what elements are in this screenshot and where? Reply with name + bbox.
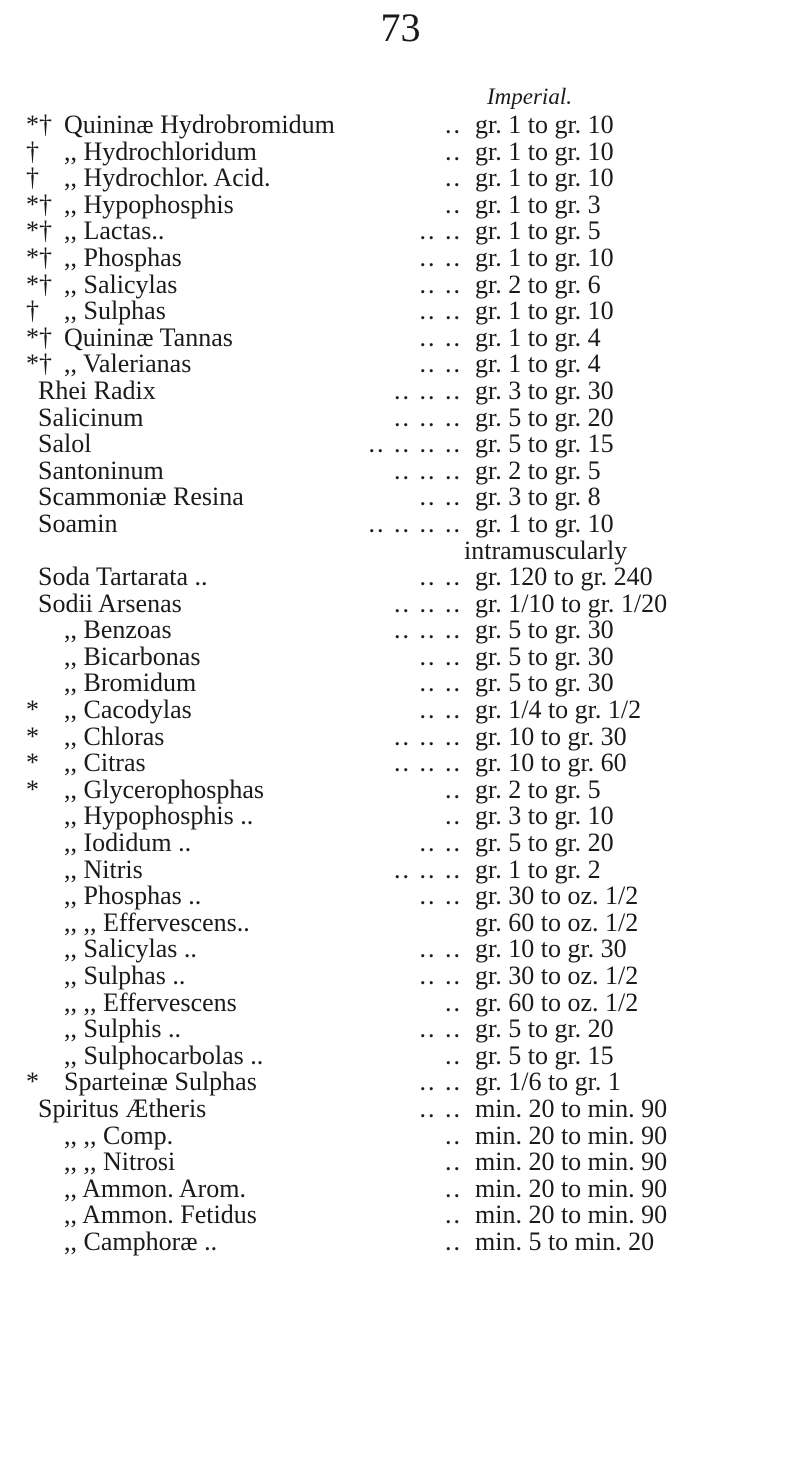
imperial-dose: gr. 10 to gr. 30 <box>475 721 627 751</box>
imperial-dose: gr. 60 to oz. 1/2 <box>475 987 639 1017</box>
drug-name: Scammoniæ Resina <box>38 482 244 512</box>
drug-name: ,, Sulphas <box>64 296 166 326</box>
leader-dots: .. .. <box>419 216 462 246</box>
imperial-dose: gr. 5 to gr. 30 <box>475 668 614 698</box>
table-row <box>0 189 801 219</box>
leader-dots: .. <box>445 1120 462 1150</box>
imperial-dose: min. 20 to min. 90 <box>475 1200 668 1230</box>
leader-dots: .. <box>445 1147 462 1177</box>
leader-dots: .. .. <box>419 349 462 379</box>
imperial-dose: gr. 5 to gr. 30 <box>475 641 614 671</box>
drug-name: ,, Benzoas <box>64 615 172 645</box>
drug-name: Quininæ Tannas <box>64 322 233 352</box>
table-row <box>0 1202 801 1229</box>
leader-dots: .. <box>445 1040 462 1070</box>
footnote-mark: † <box>26 163 39 193</box>
imperial-dose: gr. 10 to gr. 30 <box>475 934 627 964</box>
leader-dots: .. .. <box>419 322 462 352</box>
drug-name: ,, Salicylas <box>64 269 178 299</box>
imperial-dose: gr. 60 to oz. 1/2 <box>475 907 639 937</box>
table-row <box>0 987 801 1017</box>
leader-dots: .. .. <box>419 668 462 698</box>
table-row <box>0 402 801 432</box>
table-row <box>0 564 801 591</box>
footnote-mark: * <box>26 774 39 804</box>
footnote-mark: * <box>26 1067 39 1097</box>
column-header-imperial: Imperial. <box>487 84 572 109</box>
leader-dots: .. .. .. <box>394 375 462 405</box>
table-row <box>0 1069 801 1096</box>
imperial-dose: gr. 1 to gr. 10 <box>475 508 614 538</box>
leader-dots: .. <box>445 1173 462 1203</box>
table-row <box>0 375 801 405</box>
table-row <box>0 588 801 618</box>
imperial-dose: gr. 1 to gr. 4 <box>475 349 601 379</box>
imperial-dose: gr. 1 to gr. 10 <box>475 136 614 166</box>
drug-name: ,, Hydrochloridum <box>64 136 257 166</box>
leader-dots: .. <box>445 987 462 1017</box>
table-row <box>0 936 801 963</box>
drug-name: Soda Tartarata .. <box>38 562 208 592</box>
leader-dots: .. .. <box>419 828 462 858</box>
table-row <box>0 721 801 751</box>
table-row <box>0 1040 801 1070</box>
leader-dots: .. .. .. .. <box>368 508 462 538</box>
drug-name: ,, Ammon. Fetidus <box>64 1200 257 1230</box>
table-row <box>0 854 801 884</box>
drug-name: Salol <box>38 429 92 459</box>
footnote-mark: *† <box>26 110 52 139</box>
table-row <box>0 1120 801 1150</box>
table-row <box>0 907 801 937</box>
imperial-dose: gr. 3 to gr. 30 <box>475 375 614 405</box>
drug-name: ,, Sulphis .. <box>64 1014 182 1044</box>
imperial-dose: gr. 2 to gr. 6 <box>475 269 601 299</box>
imperial-dose: gr. 10 to gr. 60 <box>475 748 627 778</box>
table-row <box>0 1173 801 1203</box>
drug-name: ,, Glycerophosphas <box>64 774 265 804</box>
imperial-dose: gr. 1 to gr. 5 <box>475 216 601 246</box>
footnote-mark: * <box>26 695 39 725</box>
drug-name: ,, Citras <box>64 748 146 778</box>
leader-dots: .. .. <box>419 641 462 671</box>
leader-dots: .. <box>445 163 462 193</box>
imperial-dose: gr. 1 to gr. 10 <box>475 242 614 272</box>
drug-name: ,, Phosphas <box>64 242 182 272</box>
imperial-dose: gr. 30 to oz. 1/2 <box>475 881 639 911</box>
leader-dots: .. <box>445 801 462 831</box>
table-row <box>0 322 801 352</box>
imperial-dose: gr. 5 to gr. 20 <box>475 402 614 432</box>
leader-dots: .. <box>445 774 462 804</box>
leader-dots: .. <box>445 1200 462 1230</box>
table-row <box>0 484 801 511</box>
leader-dots: .. .. .. .. <box>368 429 462 459</box>
imperial-dose: min. 20 to min. 90 <box>475 1173 668 1203</box>
footnote-mark: *† <box>26 189 52 219</box>
imperial-dose: gr. 3 to gr. 10 <box>475 801 614 831</box>
table-row <box>0 1016 801 1043</box>
drug-name: ,, Iodidum .. <box>64 828 192 858</box>
leader-dots: .. <box>445 110 462 139</box>
table-row <box>0 670 801 697</box>
imperial-dose: min. 5 to min. 20 <box>475 1226 655 1256</box>
table-row <box>0 136 801 166</box>
footnote-mark: † <box>26 296 39 326</box>
leader-dots: .. .. .. <box>394 588 462 618</box>
imperial-dose: gr. 5 to gr. 15 <box>475 429 614 459</box>
footnote-mark: *† <box>26 216 52 246</box>
drug-name: ,, ,, Comp. <box>64 1120 174 1150</box>
imperial-dose: gr. 5 to gr. 20 <box>475 1014 614 1044</box>
drug-name: ,, Sulphas .. <box>64 961 186 990</box>
drug-name: ,, Ammon. Arom. <box>64 1173 247 1203</box>
drug-name: ,, Chloras <box>64 721 165 751</box>
drug-name: ,, Hydrochlor. Acid. <box>64 163 271 193</box>
imperial-dose: gr. 1/6 to gr. 1 <box>475 1067 621 1097</box>
table-row <box>0 774 801 804</box>
footnote-mark: *† <box>26 349 52 379</box>
imperial-dose: gr. 120 to gr. 240 <box>475 562 653 592</box>
page-number: 73 <box>380 5 421 50</box>
leader-dots: .. <box>445 189 462 219</box>
drug-name: ,, Phosphas .. <box>64 881 202 911</box>
imperial-dose: min. 20 to min. 90 <box>475 1147 668 1177</box>
table-row <box>0 1149 801 1176</box>
leader-dots: .. .. <box>419 1067 462 1097</box>
imperial-dose: gr. 30 to oz. 1/2 <box>475 961 639 990</box>
leader-dots: .. .. <box>419 269 462 299</box>
leader-dots: .. .. <box>419 961 462 990</box>
table-row <box>0 617 801 644</box>
drug-name: Spiritus Ætheris <box>38 1093 207 1123</box>
imperial-dose: gr. 1 to gr. 2 <box>475 854 601 884</box>
imperial-dose: gr. 5 to gr. 15 <box>475 1040 614 1070</box>
imperial-dose: gr. 1 to gr. 4 <box>475 322 601 352</box>
imperial-dose: gr. 2 to gr. 5 <box>475 455 601 485</box>
table-row <box>0 351 801 378</box>
drug-name: Salicinum <box>38 402 144 432</box>
footnote-mark: *† <box>26 242 52 272</box>
footnote-mark: * <box>26 748 39 778</box>
imperial-dose: gr. 2 to gr. 5 <box>475 774 601 804</box>
imperial-dose: intramuscularly <box>464 535 628 565</box>
imperial-dose: gr. 1 to gr. 10 <box>475 163 614 193</box>
table-row <box>0 750 801 777</box>
drug-name: ,, Hypophosphis .. <box>64 801 254 831</box>
table-row <box>0 298 801 325</box>
table-row <box>0 1226 801 1256</box>
drug-name: ,, Cacodylas <box>64 695 192 725</box>
drug-name: Sodii Arsenas <box>38 588 182 618</box>
leader-dots: .. .. <box>419 482 462 512</box>
leader-dots: .. .. .. <box>394 455 462 485</box>
table-row <box>0 242 801 272</box>
footnote-mark: *† <box>26 322 52 352</box>
leader-dots: .. .. <box>419 934 462 964</box>
leader-dots: .. .. <box>419 1093 462 1123</box>
imperial-dose: min. 20 to min. 90 <box>475 1120 668 1150</box>
table-row <box>0 1093 801 1123</box>
footnote-mark: * <box>26 721 39 751</box>
imperial-dose: gr. 1/10 to gr. 1/20 <box>475 588 668 618</box>
leader-dots: .. <box>445 1226 462 1256</box>
leader-dots: .. .. <box>419 296 462 326</box>
drug-name: ,, Bromidum <box>64 668 197 698</box>
table-row <box>0 112 801 139</box>
table-row <box>0 641 801 671</box>
leader-dots: .. <box>445 136 462 166</box>
imperial-dose: gr. 3 to gr. 8 <box>475 482 601 512</box>
table-row <box>0 269 801 299</box>
table-row <box>0 830 801 857</box>
table-row <box>0 883 801 910</box>
leader-dots: .. .. <box>419 1014 462 1044</box>
imperial-dose: min. 20 to min. 90 <box>475 1093 668 1123</box>
imperial-dose: gr. 1 to gr. 3 <box>475 189 601 219</box>
table-row <box>0 165 801 192</box>
drug-name: ,, Nitris <box>64 854 143 884</box>
drug-name: ,, Valerianas <box>64 349 192 379</box>
leader-dots: .. .. .. <box>394 721 462 751</box>
imperial-dose: gr. 1 to gr. 10 <box>475 110 614 139</box>
table-row <box>0 455 801 485</box>
footnote-mark: † <box>26 136 39 166</box>
leader-dots: .. .. .. <box>394 748 462 778</box>
imperial-dose: gr. 1 to gr. 10 <box>475 296 614 326</box>
leader-dots: .. .. .. <box>394 854 462 884</box>
drug-name: ,, Camphoræ .. <box>64 1226 218 1256</box>
drug-name: Rhei Radix <box>38 375 156 405</box>
table-row <box>0 218 801 245</box>
leader-dots: .. .. .. <box>394 615 462 645</box>
leader-dots: .. .. .. <box>394 402 462 432</box>
table-row <box>0 803 801 830</box>
footnote-mark: *† <box>26 269 52 299</box>
drug-name: Santoninum <box>38 455 164 485</box>
drug-name: ,, Salicylas .. <box>64 934 197 964</box>
drug-name: ,, Lactas.. <box>64 216 165 246</box>
drug-name: Sparteinæ Sulphas <box>64 1067 257 1097</box>
leader-dots: .. .. <box>419 881 462 911</box>
drug-name: ,, Sulphocarbolas .. <box>64 1040 264 1070</box>
leader-dots: .. .. <box>419 242 462 272</box>
imperial-dose: gr. 5 to gr. 30 <box>475 615 614 645</box>
leader-dots: .. .. <box>419 562 462 592</box>
table-row <box>0 697 801 724</box>
table-row <box>0 963 801 990</box>
leader-dots: .. .. <box>419 695 462 725</box>
imperial-dose: gr. 5 to gr. 20 <box>475 828 614 858</box>
drug-name: ,, ,, Effervescens.. <box>64 907 250 937</box>
table-row <box>0 508 801 538</box>
table-row <box>0 431 801 458</box>
drug-name: Quininæ Hydrobromidum <box>64 110 335 139</box>
table-row <box>0 535 801 565</box>
drug-name: ,, Bicarbonas <box>64 641 201 671</box>
drug-name: ,, ,, Effervescens <box>64 987 237 1017</box>
dosage-table <box>0 112 801 1256</box>
drug-name: Soamin <box>38 508 118 538</box>
drug-name: ,, ,, Nitrosi <box>64 1147 176 1177</box>
drug-name: ,, Hypophosphis <box>64 189 234 219</box>
imperial-dose: gr. 1/4 to gr. 1/2 <box>475 695 642 725</box>
